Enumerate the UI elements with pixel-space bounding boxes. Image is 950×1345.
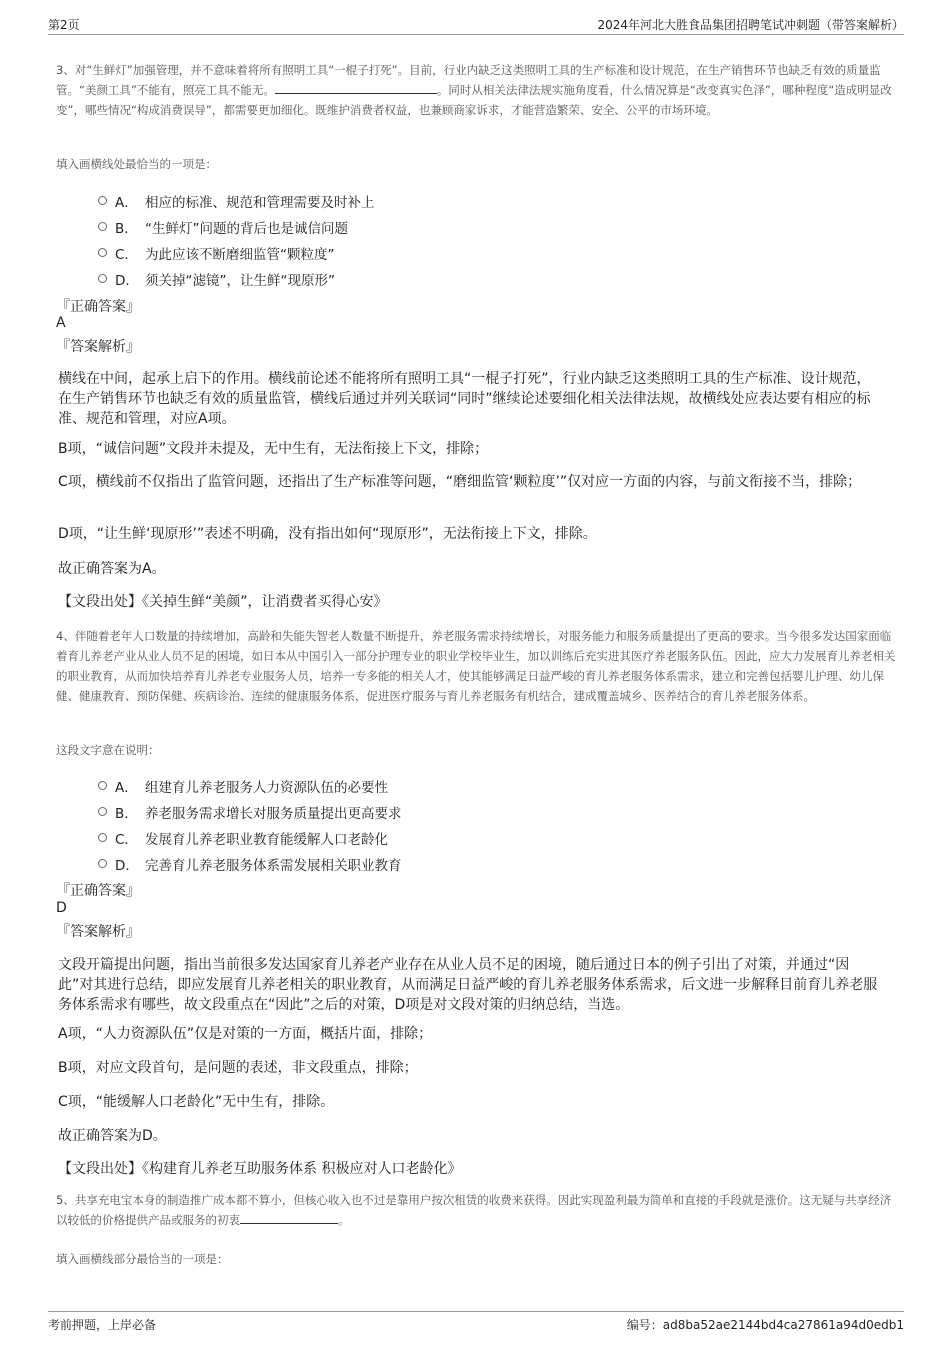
analysis-conclusion: 故正确答案为A。 xyxy=(58,561,166,577)
source-citation: 【文段出处】《构建育儿养老互助服务体系 积极应对人口老龄化》 xyxy=(58,1161,462,1177)
question-3-text: 3、对“生鲜灯”加强管理，并不意味着将所有照明工具“一棍子打死”。目前，行业内缺乏这类照明工具的生产标准和设计规范，在生产销售环节也缺乏有效的质量监管。“美颜工具”不能有，照亮工具不能无。 。同时从相关法律法规实施角度看，什么情况算是“改变真实色泽”，哪种程度“造成明显改变”，哪些情况“构成消费误导”，都需要更加细化。既维护消费者权益，也兼顾商家诉求，才能营造繁荣、安全、公平的市场环境。 xyxy=(56,63,892,117)
question-4-text: 4、伴随着老年人口数量的持续增加，高龄和失能失智老人数量不断提升，养老服务需求持续增长，对服务能力和服务质量提出了更高的要求。当今很多发达国家面临着育儿养老产业从业人员不足的困境，如日本从中国引入一部分护理专业的职业学校毕业生，加以训练后充实进其医疗养老服务队伍。因此，应大力发展育儿养老相关的职业教育，从而加快培养育儿养老专业服务人员，培养一专多能的相关人才，使其能够满足日益严峻的育儿养老服务体系需求，建立和完善包括婴儿护理、幼儿保健、健康教育、预防保健、疾病诊治、连续的健康服务体系，促进医疗服务与育儿养老服务有机结合，建成覆盖城乡、医养结合的育儿养老服务体系。 xyxy=(56,629,896,703)
document-id: 编号：ad8ba52ae2144bd4ca27861a94d0edb1 xyxy=(626,1318,904,1332)
analysis-paragraph: C项，横线前不仅指出了监管问题，还指出了生产标准等问题，“磨细监管‘颗粒度’”仅对应一方面的内容，与前文衔接不当，排除； xyxy=(58,474,862,490)
question-3-options xyxy=(98,188,798,292)
option-d[interactable]: D． 须关掉“滤镜”，让生鲜“现原形” xyxy=(98,266,798,292)
radio-icon[interactable] xyxy=(98,248,107,257)
option-c[interactable]: C． 发展育儿养老职业教育能缓解人口老龄化 xyxy=(98,825,798,851)
page-footer xyxy=(48,1311,904,1334)
question-4-prompt: 这段文字意在说明： xyxy=(56,743,160,757)
page-header xyxy=(48,14,904,35)
analysis-label: 『答案解析』 xyxy=(56,339,140,355)
radio-icon[interactable] xyxy=(98,833,107,842)
footer-slogan: 考前押题，上岸必备 xyxy=(48,1318,157,1332)
answer-label: 『正确答案』 xyxy=(56,299,140,315)
analysis-paragraph: 文段开篇提出问题，指出当前很多发达国家育儿养老产业存在从业人员不足的困境，随后通过日本的例子引出了对策，并通过“因此”对其进行总结，即应发展育儿养老相关的职业教育，从而满足日益严峻的育儿养老服务体系需求，后文进一步解释目前育儿养老服务体系需求有哪些，故文段重点在“因此”之后的对策，D项是对文段对策的归纳总结，当选。 xyxy=(58,957,878,1013)
answer-value: A xyxy=(56,315,66,331)
option-a[interactable]: A． 组建育儿养老服务人力资源队伍的必要性 xyxy=(98,773,798,799)
question-3-prompt: 填入画横线处最恰当的一项是： xyxy=(56,157,217,171)
radio-icon[interactable] xyxy=(98,859,107,868)
radio-icon[interactable] xyxy=(98,807,107,816)
radio-icon[interactable] xyxy=(98,274,107,283)
fill-blank xyxy=(240,1211,338,1224)
page-number: 第2页 xyxy=(48,18,80,32)
analysis-paragraph: B项，对应文段首句，是问题的表述，非文段重点，排除； xyxy=(58,1060,418,1076)
option-a[interactable]: A． 相应的标准、规范和管理需要及时补上 xyxy=(98,188,798,214)
analysis-paragraph: 横线在中间，起承上启下的作用。横线前论述不能将所有照明工具“一棍子打死”，行业内缺乏这类照明工具的生产标准、设计规范，在生产销售环节也缺乏有效的质量监管，横线后通过并列关联词“同时”继续论述要细化相关法律法规，故横线处应表达要有相应的标准、规范和管理，对应A项。 xyxy=(58,371,871,427)
question-4-options xyxy=(98,773,798,877)
analysis-paragraph: D项，“让生鲜‘现原形’”表述不明确，没有指出如何“现原形”，无法衔接上下文，排除。 xyxy=(58,526,597,542)
radio-icon[interactable] xyxy=(98,196,107,205)
option-b[interactable]: B． “生鲜灯”问题的背后也是诚信问题 xyxy=(98,214,798,240)
analysis-paragraph: B项，“诚信问题”文段并未提及，无中生有，无法衔接上下文，排除； xyxy=(58,441,489,457)
analysis-conclusion: 故正确答案为D。 xyxy=(58,1128,167,1144)
radio-icon[interactable] xyxy=(98,222,107,231)
analysis-paragraph: A项，“人力资源队伍”仅是对策的一方面，概括片面，排除； xyxy=(58,1026,433,1042)
radio-icon[interactable] xyxy=(98,781,107,790)
document-title: 2024年河北大胜食品集团招聘笔试冲刺题（带答案解析） xyxy=(597,18,904,32)
option-d[interactable]: D． 完善育儿养老服务体系需发展相关职业教育 xyxy=(98,851,798,877)
fill-blank xyxy=(275,81,437,94)
question-5-text: 5、共享充电宝本身的制造推广成本都不算小，但核心收入也不过是靠用户按次租赁的收费来获得。因此实现盈利最为简单和直接的手段就是涨价。这无疑与共享经济以较低的价格提供产品或服务的初衷 。 xyxy=(56,1193,892,1227)
answer-value: D xyxy=(56,900,67,916)
source-citation: 【文段出处】《关掉生鲜“美颜”，让消费者买得心安》 xyxy=(58,594,388,610)
analysis-paragraph: C项，“能缓解人口老龄化”无中生有，排除。 xyxy=(58,1094,335,1110)
analysis-label: 『答案解析』 xyxy=(56,924,140,940)
question-5-prompt: 填入画横线部分最恰当的一项是： xyxy=(56,1252,229,1266)
answer-label: 『正确答案』 xyxy=(56,883,140,899)
option-b[interactable]: B． 养老服务需求增长对服务质量提出更高要求 xyxy=(98,799,798,825)
option-c[interactable]: C． 为此应该不断磨细监管“颗粒度” xyxy=(98,240,798,266)
